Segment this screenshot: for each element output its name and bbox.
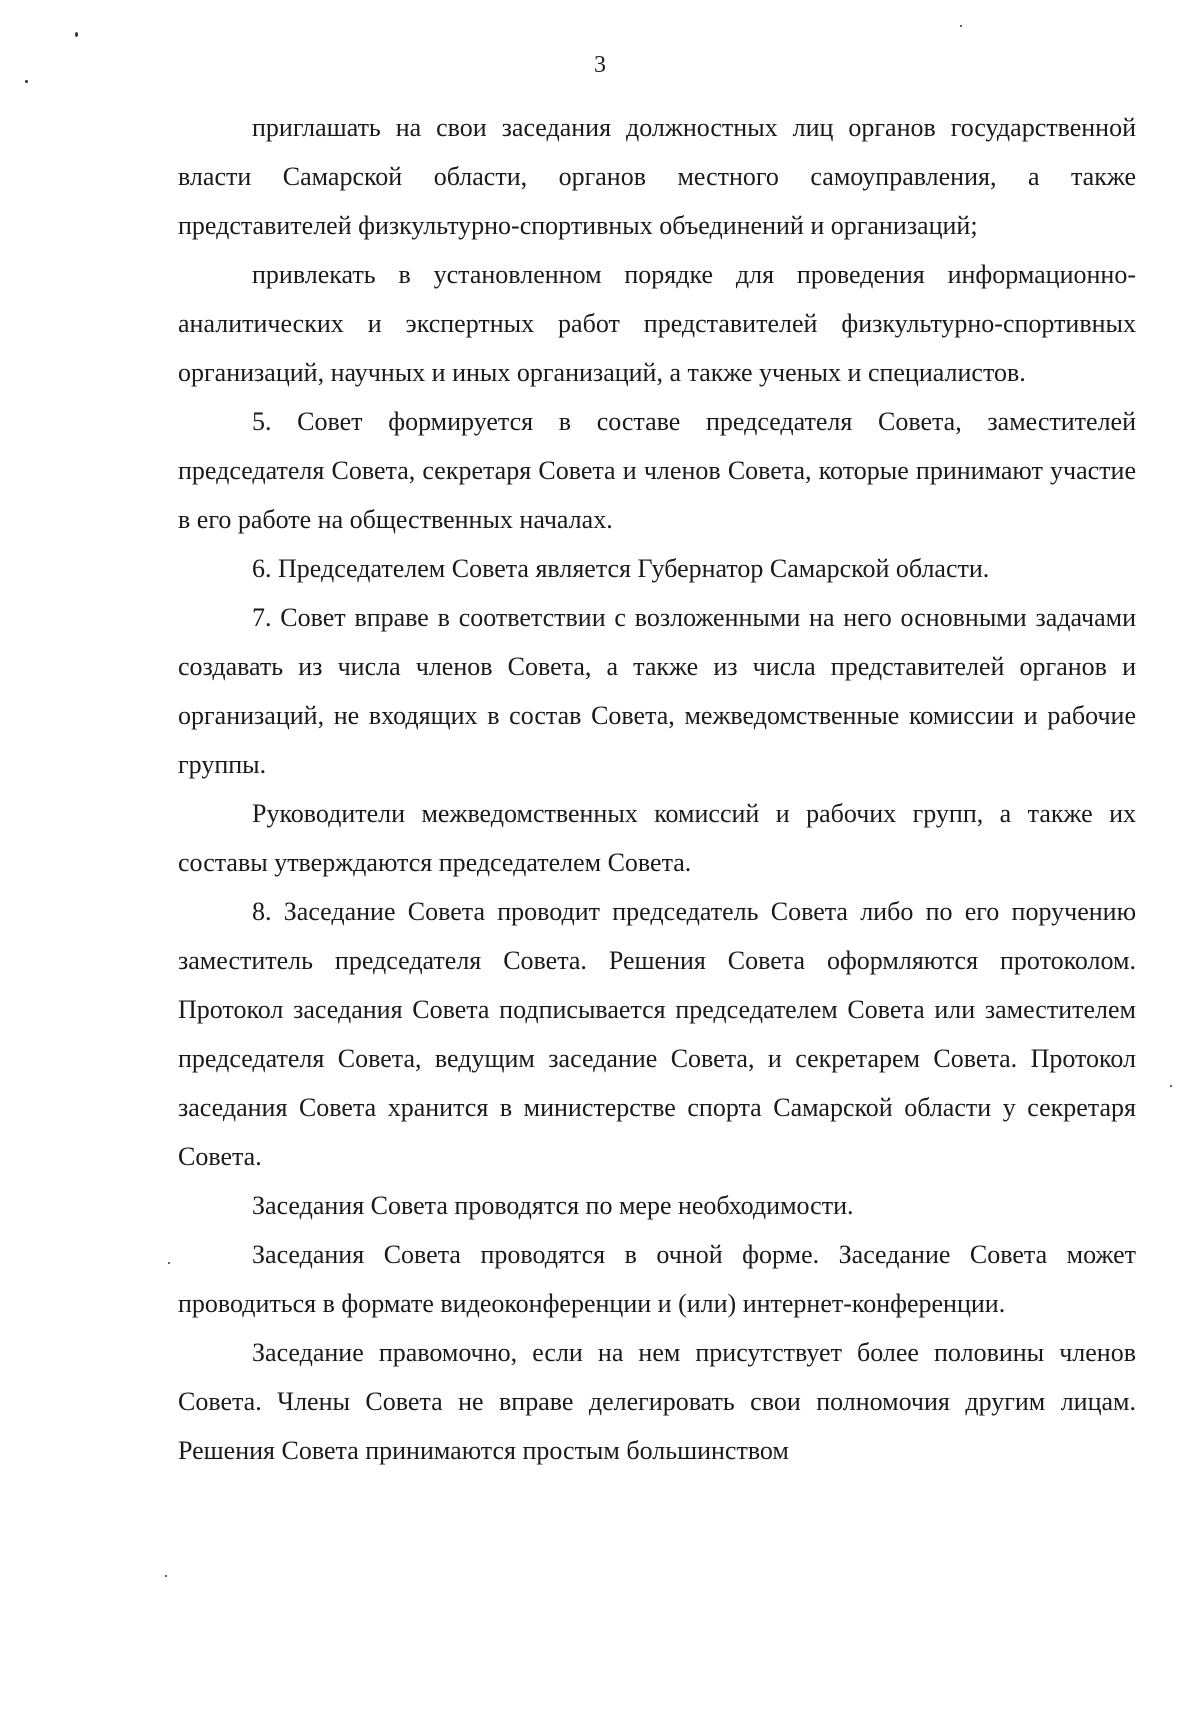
paragraph-working-groups: 7. Совет вправе в соответствии с возложенными на него основными задачами создавать из числа членов Совета, а также из числа представителей органов и организаций, не входящих в состав Совета, межведомственные комиссии и рабочие группы. <box>178 603 1136 779</box>
scan-speck <box>165 1575 167 1577</box>
paragraph-meeting-procedure: 8. Заседание Совета проводит председатель Совета либо по его поручению заместитель председателя Совета. Решения Совета оформляются протоколом. Протокол заседания Совета подписывается председателем Совета или заместителем председателя Совета, ведущим заседание Совета, и секретарем Совета. Протокол заседания Совета хранится в министерстве спорта Самарской области у секретаря Совета. <box>178 897 1136 1171</box>
scan-speck <box>1170 1085 1172 1087</box>
document-body <box>178 103 1136 1475</box>
paragraph-meeting-format: Заседания Совета проводятся в очной форме. Заседание Совета может проводиться в формате видеоконференции и (или) интернет-конференции. <box>178 1240 1136 1318</box>
paragraph-invite-officials: приглашать на свои заседания должностных лиц органов государственной власти Самарской области, органов местного самоуправления, а также представителей физкультурно-спортивных объединений и организаций; <box>178 113 1136 240</box>
scan-speck <box>25 80 28 83</box>
paragraph-council-chairman: 6. Председателем Совета является Губернатор Самарской области. <box>252 554 990 583</box>
scan-speck <box>960 25 962 27</box>
paragraph-group-leaders: Руководители межведомственных комиссий и рабочих групп, а также их составы утверждаются председателем Совета. <box>178 799 1136 877</box>
paragraph-quorum: Заседание правомочно, если на нем присутствует более половины членов Совета. Члены Совета не вправе делегировать свои полномочия другим лицам. Решения Совета принимаются простым большинством <box>178 1338 1136 1465</box>
page-number: 3 <box>594 52 606 78</box>
paragraph-council-composition: 5. Совет формируется в составе председателя Совета, заместителей председателя Совета, секретаря Совета и членов Совета, которые принимают участие в его работе на общественных началах. <box>178 407 1136 534</box>
paragraph-meeting-frequency: Заседания Совета проводятся по мере необходимости. <box>252 1191 854 1220</box>
paragraph-engage-specialists: привлекать в установленном порядке для проведения информационно-аналитических и экспертных работ представителей физкультурно-спортивных организаций, научных и иных организаций, а также ученых и специалистов. <box>178 260 1136 387</box>
scan-speck <box>75 32 78 37</box>
scan-speck <box>168 1262 170 1264</box>
